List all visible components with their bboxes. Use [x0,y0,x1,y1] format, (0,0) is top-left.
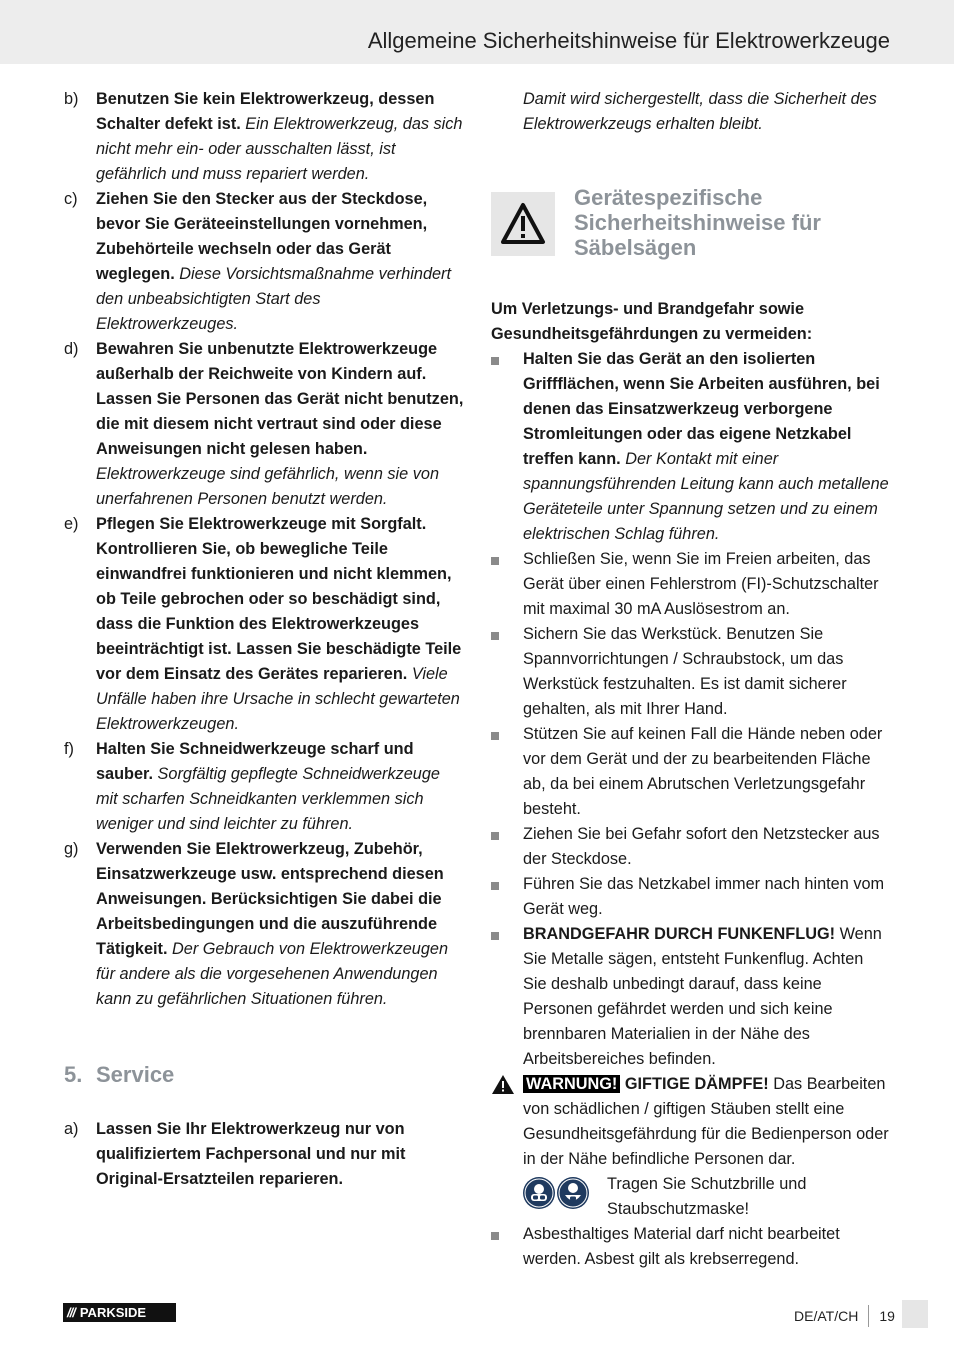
item-italic-text: Viele Unfälle haben ihre Ursache in schlecht gewarteten Elektrowerkzeugen. [96,665,460,733]
item-bold-text: Ziehen Sie den Stecker aus der Steckdose, bevor Sie Geräteeinstellungen vornehmen, Zubehörteile wechseln oder das Gerät weglegen. [96,190,428,283]
list-item [64,512,464,737]
list-item [491,922,891,1072]
warning-line [491,1072,891,1172]
item-text: Wenn Sie Metalle sägen, entsteht Funkenflug. Achten Sie deshalb unbedingt darauf, dass keine Personen gefährdet werden und sich keine brennbaren Materialien in der Nähe des Arbeitsbereiches befinden. [523,925,882,1068]
list-item [491,347,891,547]
item-text: Sichern Sie das Werkstück. Benutzen Sie Spannvorrichtungen / Schraubstock, um das Werkstück festzuhalten. Es ist damit sicherer gehalten, als mit Ihrer Hand. [523,625,847,718]
warning-section-header [491,187,891,297]
item-italic-text: Elektrowerkzeuge sind gefährlich, wenn sie von unerfahrenen Personen benutzt werden. [96,465,439,508]
item-bold-text: Halten Sie das Gerät an den isolierten Griffflächen, wenn Sie Arbeiten ausführen, bei denen das Einsatzwerkzeug verborgene Stromleitungen oder das eigene Netzkabel treffen kann. [523,350,880,468]
footer-divider [868,1305,869,1327]
bullet-square-icon [491,932,499,940]
page-number: 19 [879,1308,895,1324]
section-heading [64,1062,464,1087]
item-bold-text: Lassen Sie Ihr Elektrowerkzeug nur von qualifiziertem Fachpersonal und nur mit Original-Ersatzteilen reparieren. [96,1120,406,1188]
list-item [491,547,891,622]
item-label: f) [64,740,74,758]
list-item [491,1222,891,1272]
bullet-square-icon [491,882,499,890]
safety-goggles-icon [523,1177,555,1209]
item-italic-text: Diese Vorsichtsmaßnahme verhindert den unbeabsichtigten Start des Elektrowerkzeuges. [96,265,452,333]
item-label: b) [64,90,79,108]
list-item [64,87,464,187]
bullet-square-icon [491,357,499,365]
footer-box [902,1300,928,1328]
item-italic-text: Der Gebrauch von Elektrowerkzeugen für andere als die vorgesehenen Anwendungen kann zu gefährlichen Situationen führen. [96,940,449,1008]
warning-small-triangle-icon [491,1074,515,1103]
list-item [64,737,464,837]
locale-label: DE/AT/CH [794,1308,859,1324]
list-item [491,822,891,872]
item-bold-text: Verwenden Sie Elektrowerkzeug, Zubehör, Einsatzwerkzeuge usw. entsprechend diesen Anweisungen. Berücksichtigen Sie dabei die Arbeitsbedingungen und die auszuführende Tätigkeit. [96,840,444,958]
dust-mask-icon [557,1177,589,1209]
item-label: a) [64,1120,79,1138]
brand-stripes: /// [67,1305,75,1320]
list-item [491,872,891,922]
bullet-square-icon [491,557,499,565]
list-item [491,722,891,822]
warning-triangle-icon [491,192,555,256]
list-item [64,1117,464,1192]
list-item [64,837,464,1012]
bullet-square-icon [491,732,499,740]
item-bold-text: BRANDGEFAHR DURCH FUNKENFLUG! [523,925,836,943]
item-bold-text: Bewahren Sie unbenutzte Elektrowerkzeuge außerhalb der Reichweite von Kindern auf. Lassen Sie Personen das Gerät nicht benutzen, die mit diesem nicht vertraut sind oder diese Anweisungen nicht gelesen haben. [96,340,464,458]
item-italic-text: Ein Elektrowerkzeug, das sich nicht mehr ein- oder ausschalten lässt, ist gefährlich und muss repariert werden. [96,115,463,183]
item-italic-text: Sorgfältig gepflegte Schneidwerkzeuge mit scharfen Schneidkanten verklemmen sich weniger und sind leichter zu führen. [96,765,440,833]
lead-text: Um Verletzungs- und Brandgefahr sowie Gesundheitsgefährdungen zu vermeiden: [491,300,813,343]
ppe-text: Tragen Sie Schutzbrille und Staubschutzmaske! [607,1175,807,1218]
item-bold-text: GIFTIGE DÄMPFE! [620,1075,769,1093]
item-italic-text: Der Kontakt mit einer spannungsführenden Leitung kann auch metallene Geräteteile unter Spannung setzen und zu einem elektrischen Schlag führen. [523,450,889,543]
intro-italic: Damit wird sichergestellt, dass die Sicherheit des Elektrowerkzeugs erhalten bleibt. [523,90,877,133]
page-title: Allgemeine Sicherheitshinweise für Elektrowerkzeuge [367,28,890,53]
item-label: g) [64,840,79,858]
list-item [64,337,464,512]
item-label: d) [64,340,79,358]
item-label: c) [64,190,78,208]
list-item [64,187,464,337]
item-text: Das Bearbeiten von schädlichen / giftigen Stäuben stellt eine Gesundheitsgefährdung für die Bedienperson oder in der Nähe befindliche Personen dar. [523,1075,889,1168]
ppe-notice [491,1172,891,1222]
right-column [491,87,891,1272]
list-item [491,622,891,722]
section-title: Service [96,1062,175,1087]
item-text: Stützen Sie auf keinen Fall die Hände neben oder vor dem Gerät und der zu bearbeitenden Fläche ab, da bei einem Abrutschen Verletzungsgefahr besteht. [523,725,883,818]
item-text: Asbesthaltiges Material darf nicht bearbeitet werden. Asbest gilt als krebserregend. [523,1225,840,1268]
ppe-icons [523,1176,589,1218]
item-bold-text: Pflegen Sie Elektrowerkzeuge mit Sorgfalt. Kontrollieren Sie, ob bewegliche Teile einwandfrei funktionieren und nicht klemmen, ob Teile gebrochen oder so beschädigt sind, dass die Funktion des Elektrowerkzeuges beeinträchtigt ist. Lassen Sie beschädigte Teile vor dem Einsatz des Gerätes reparieren. [96,515,462,683]
left-column [64,87,464,1192]
brand-name: PARKSIDE [79,1305,147,1320]
bullet-square-icon [491,632,499,640]
warning-badge: WARNUNG! [523,1075,620,1093]
item-text: Führen Sie das Netzkabel immer nach hinten vom Gerät weg. [523,875,885,918]
item-bold-text: Halten Sie Schneidwerkzeuge scharf und sauber. [96,740,414,783]
bullet-square-icon [491,1232,499,1240]
section-heading: Gerätespezifische Sicherheitshinweise für Säbelsägen [574,185,821,260]
footer-info [794,1305,895,1327]
bullet-square-icon [491,832,499,840]
item-label: e) [64,515,79,533]
item-text: Ziehen Sie bei Gefahr sofort den Netzstecker aus der Steckdose. [523,825,880,868]
brand-logo [63,1303,176,1322]
section-number: 5. [64,1062,83,1087]
item-text: Schließen Sie, wenn Sie im Freien arbeiten, das Gerät über einen Fehlerstrom (FI)-Schutzschalter mit maximal 30 mA Auslösestrom an. [523,550,879,618]
item-bold-text: Benutzen Sie kein Elektrowerkzeug, dessen Schalter defekt ist. [96,90,435,133]
